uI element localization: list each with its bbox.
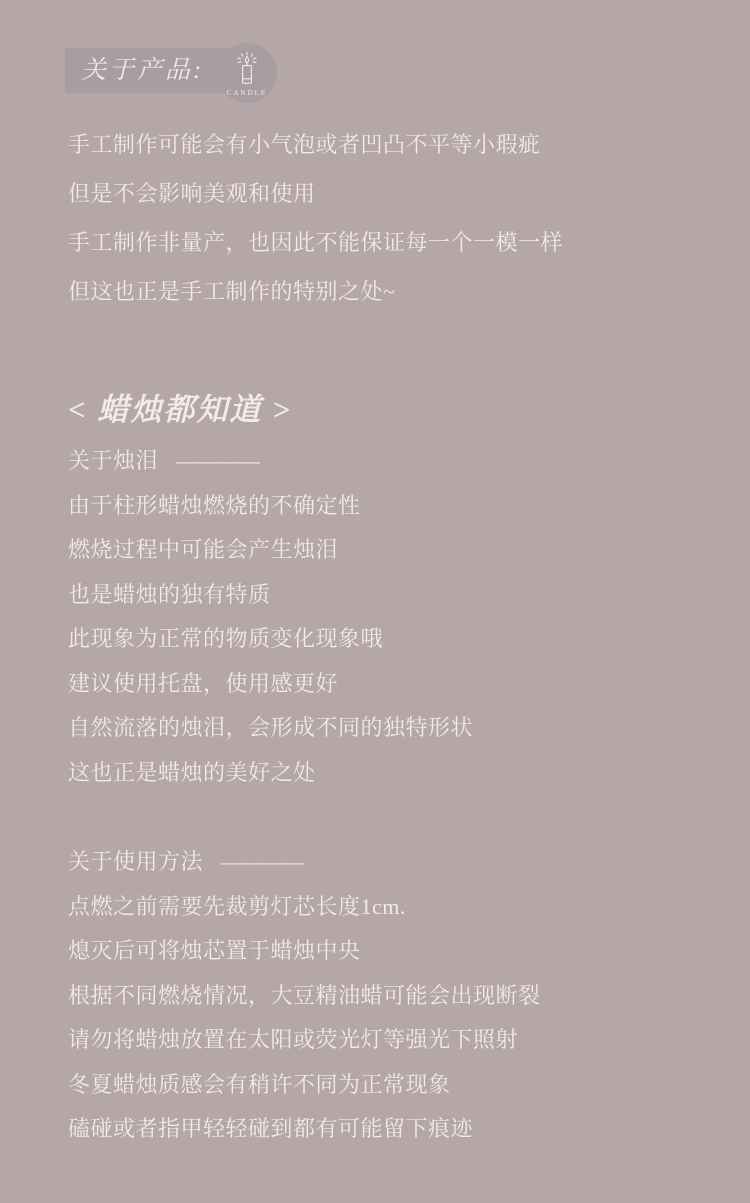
section-title [68,840,541,885]
body-line: 熄灭后可将烛芯置于蜡烛中央 [68,938,361,963]
body-line: 磕碰或者指甲轻轻碰到都有可能留下痕迹 [68,1116,474,1141]
body-line: 燃烧过程中可能会产生烛泪 [68,537,339,562]
body-line: 根据不同燃烧情况，大豆精油蜡可能会出现断裂 [68,982,541,1008]
body-line: 由于柱形蜡烛燃烧的不确定性 [68,492,361,518]
intro-line: 但是不会影响美观和使用 [68,181,316,206]
section-usage [68,840,541,1152]
body-line: 冬夏蜡烛质感会有稍许不同为正常现象 [68,1071,451,1097]
title-dash: ———— [176,448,259,473]
knowledge-heading: < 蜡烛都知道 > [68,392,292,427]
intro-line: 手工制作非量产，也因此不能保证每一个一模一样 [68,230,564,255]
intro-line: 手工制作可能会有小气泡或者凹凸不平等小瑕疵 [68,132,541,157]
body-line: 请勿将蜡烛放置在太阳或荧光灯等强光下照射 [68,1027,519,1052]
body-line: 这也正是蜡烛的美好之处 [68,759,316,785]
title-dash: ———— [221,849,304,874]
candle-badge [217,43,277,103]
badge-label: CANDLE [226,88,268,97]
intro-paragraph [68,120,563,316]
section-candle-tears [68,439,473,795]
page-title: 关于产品: [81,57,205,84]
body-line: 此现象为正常的物质变化现象哦 [68,626,384,651]
body-line: 自然流落的烛泪，会形成不同的独特形状 [68,715,474,740]
intro-line: 但这也正是手工制作的特别之处~ [68,279,396,304]
section-title [68,439,473,484]
candle-icon [231,52,263,88]
header-band [65,48,237,93]
body-line: 也是蜡烛的独有特质 [68,581,271,607]
body-line: 建议使用托盘，使用感更好 [68,670,339,696]
body-line: 点燃之前需要先裁剪灯芯长度1cm. [68,893,406,919]
section-title-text: 关于使用方法 [68,849,204,874]
section-title-text: 关于烛泪 [68,448,159,473]
